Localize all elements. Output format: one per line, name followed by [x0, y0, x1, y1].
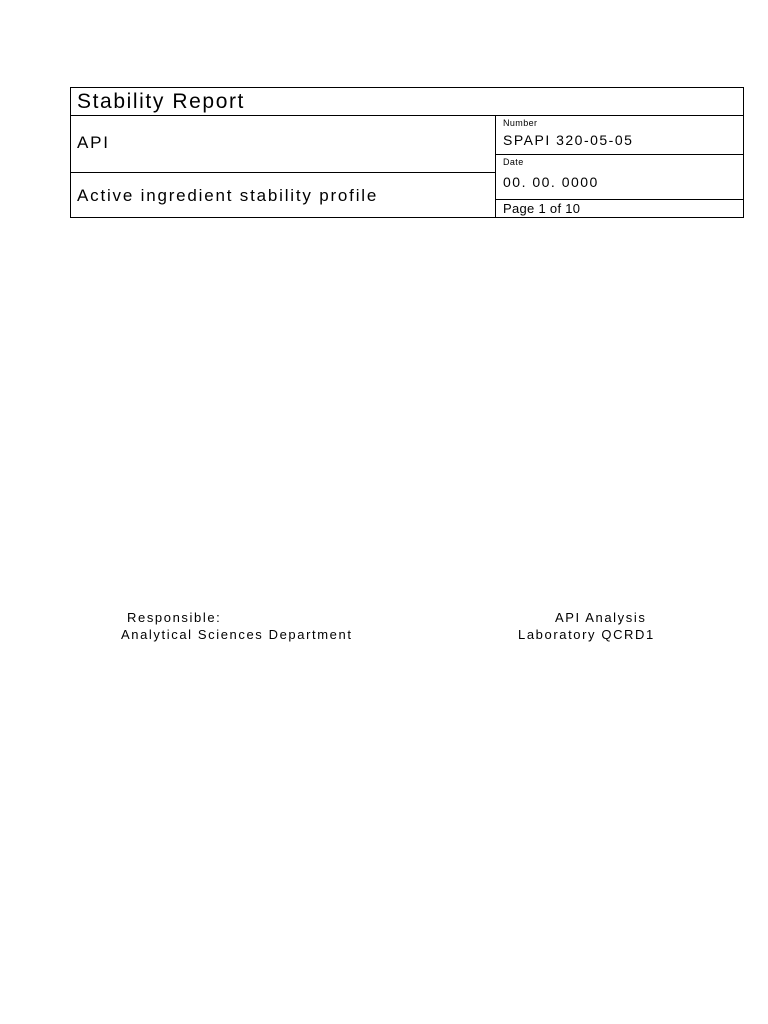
header-right-column: [496, 116, 743, 218]
report-subject: API: [77, 133, 110, 152]
header-left-column: [71, 116, 496, 218]
number-cell: [496, 116, 743, 155]
subject-cell: [71, 116, 495, 173]
responsible-department: Analytical Sciences Department: [121, 627, 353, 642]
page-info: Page 1 of 10: [503, 201, 581, 216]
responsible-unit-line2: Laboratory QCRD1: [518, 627, 655, 642]
page-cell: [496, 200, 743, 218]
date-cell: [496, 155, 743, 200]
title-row: [71, 88, 743, 116]
report-title: Stability Report: [77, 90, 245, 113]
report-description: Active ingredient stability profile: [77, 186, 379, 205]
number-label: Number: [503, 118, 538, 128]
responsible-label: Responsible:: [127, 610, 222, 625]
document-date: 00. 00. 0000: [503, 174, 599, 190]
description-cell: [71, 173, 495, 218]
responsible-unit-line1: API Analysis: [555, 610, 647, 625]
document-number: SPAPI 320-05-05: [503, 132, 634, 148]
date-label: Date: [503, 157, 524, 167]
document-header-table: [70, 87, 744, 218]
